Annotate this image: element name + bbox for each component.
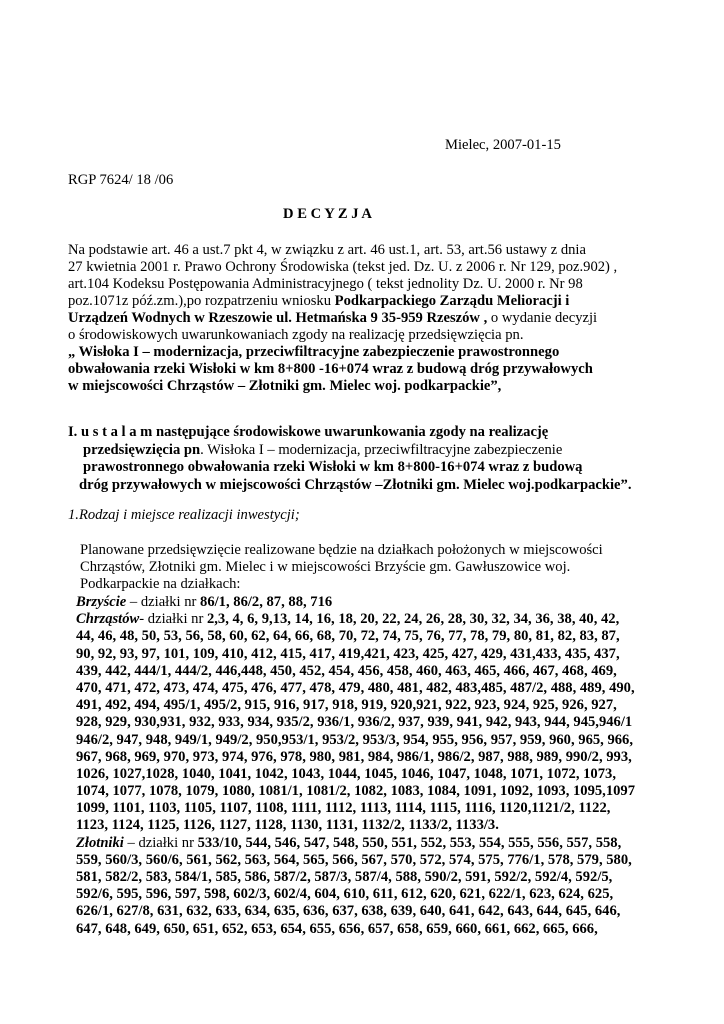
project-title-line: obwałowania rzeki Wisłoki w km 8+800 -16+074 wraz z budową dróg przywałowych xyxy=(68,361,593,377)
location-line: Planowane przedsięwzięcie realizowane będzie na działkach położonych w miejscowości xyxy=(80,542,603,558)
locality-name: Brzyście xyxy=(76,594,127,610)
section-one-keyword: I. u s t a l a m xyxy=(68,424,153,440)
section-one-text: dróg przywałowych w miejscowości Chrząstów –Złotniki gm. Mielec woj.podkarpackie”. xyxy=(79,476,632,493)
lots-label: – działki nr xyxy=(123,834,198,851)
section-one-text: przedsięwzięcia pn xyxy=(83,441,201,458)
intro-line: art.104 Kodeksu Postępowania Administracyjnego ( tekst jednolity Dz. U. 2000 r. Nr 98 xyxy=(68,276,583,292)
lots-zlotniki xyxy=(76,835,635,852)
lot-numbers-line: 647, 648, 649, 650, 651, 652, 653, 654, 655, 656, 657, 658, 659, 660, 661, 662, 665, 666, xyxy=(76,920,598,937)
lots-chrzastow xyxy=(76,611,635,628)
lot-numbers: 533/10, 544, 546, 547, 548, 550, 551, 552, 553, 554, 555, 556, 557, 558, xyxy=(197,834,622,851)
lot-numbers-line: 626/1, 627/8, 631, 632, 633, 634, 635, 636, 637, 638, 639, 640, 641, 642, 643, 644, 645, 646, xyxy=(76,903,621,920)
lot-numbers-line: 581, 582/2, 583, 584/1, 585, 586, 587/2, 587/3, 587/4, 588, 590/2, 591, 592/2, 592/4, 592/5, xyxy=(76,869,613,885)
lots-label: – działki nr xyxy=(126,594,201,610)
document-title: D E C Y Z J A xyxy=(283,206,372,222)
reference-number: RGP 7624/ 18 /06 xyxy=(68,172,174,188)
section-one-line xyxy=(68,442,631,460)
lot-numbers-line: 946/2, 947, 948, 949/1, 949/2, 950,953/1, 953/2, 953/3, 954, 955, 956, 957, 959, 960, 965, 966, xyxy=(76,731,633,748)
intro-line: Na podstawie art. 46 a ust.7 pkt 4, w związku z art. 46 ust.1, art. 53, art.56 ustawy z dnia xyxy=(68,242,586,258)
intro-text: poz.1071z póź.zm.),po rozpatrzeniu wniosku xyxy=(68,293,335,309)
section-one-line xyxy=(68,459,631,477)
intro-line: o środowiskowych uwarunkowaniach zgody na realizację przedsięwzięcia pn. xyxy=(68,327,524,343)
location-line: Chrząstów, Złotniki gm. Mielec i w miejscowości Brzyście gm. Gawłuszowice woj. xyxy=(80,559,571,576)
section-one-text: następujące środowiskowe uwarunkowania zgody na realizację xyxy=(152,424,549,440)
applicant-name: Podkarpackiego Zarządu Melioracji i xyxy=(334,293,570,309)
location-paragraph xyxy=(80,542,603,594)
lots-label: - działki nr xyxy=(139,611,207,628)
lot-numbers-line: 928, 929, 930,931, 932, 933, 934, 935/2, 936/1, 936/2, 937, 939, 941, 942, 943, 944, 945,946/1 xyxy=(76,714,633,731)
lot-numbers-line: 470, 471, 472, 473, 474, 475, 476, 477, 478, 479, 480, 481, 482, 483,485, 487/2, 488, 489, 490, xyxy=(76,679,635,696)
project-title-line: „ Wisłoka I – modernizacja, przeciwfiltracyjne zabezpieczenie prawostronnego xyxy=(68,344,560,360)
project-title-line: w miejscowości Chrząstów – Złotniki gm. Mielec woj. podkarpackie”, xyxy=(68,378,502,394)
location-line: Podkarpackie na działkach: xyxy=(80,576,241,593)
lot-numbers-line: 44, 46, 48, 50, 53, 56, 58, 60, 62, 64, 66, 68, 70, 72, 74, 75, 76, 77, 78, 79, 80, 81, 82, 83, 87, xyxy=(76,628,620,645)
place-date: Mielec, 2007-01-15 xyxy=(445,137,561,153)
intro-line: 27 kwietnia 2001 r. Prawo Ochrony Środowiska (tekst jed. Dz. U. z 2006 r. Nr 129, poz.902) , xyxy=(68,259,618,275)
intro-paragraph xyxy=(68,242,668,395)
lot-numbers: 86/1, 86/2, 87, 88, 716 xyxy=(200,594,333,610)
lot-numbers-line: 491, 492, 494, 495/1, 495/2, 915, 916, 917, 918, 919, 920,921, 922, 923, 924, 925, 926, 927, xyxy=(76,697,617,714)
section-one xyxy=(68,424,631,494)
section-one-line xyxy=(68,424,631,442)
lot-numbers: 2,3, 4, 6, 9,13, 14, 16, 18, 20, 22, 24, 26, 28, 30, 32, 34, 36, 38, 40, 42, xyxy=(206,611,620,628)
section-one-text: . Wisłoka I – modernizacja, przeciwfiltracyjne zabezpieczenie xyxy=(200,441,563,458)
subheading: 1.Rodzaj i miejsce realizacji inwestycji; xyxy=(68,507,300,523)
lot-numbers-line: 559, 560/3, 560/6, 561, 562, 563, 564, 565, 566, 567, 570, 572, 574, 575, 776/1, 578, 579, 580, xyxy=(76,851,632,868)
lot-numbers-line: 1074, 1077, 1078, 1079, 1080, 1081/1, 1081/2, 1082, 1083, 1084, 1091, 1092, 1093, 1095,1097 xyxy=(76,783,636,800)
lot-numbers-line: 1099, 1101, 1103, 1105, 1107, 1108, 1111, 1112, 1113, 1114, 1115, 1116, 1120,1121/2, 1122, xyxy=(76,800,611,817)
locality-name: Złotniki xyxy=(76,834,124,851)
locality-name: Chrząstów xyxy=(76,611,140,628)
intro-line xyxy=(68,310,668,327)
lot-numbers-line: 967, 968, 969, 970, 973, 974, 976, 978, 980, 981, 984, 986/1, 986/2, 987, 988, 989, 990/2, 993, xyxy=(76,748,632,765)
lot-numbers-line: 1026, 1027,1028, 1040, 1041, 1042, 1043, 1044, 1045, 1046, 1047, 1048, 1071, 1072, 1073, xyxy=(76,765,616,782)
applicant-address: Urządzeń Wodnych w Rzeszowie ul. Hetmańska 9 35-959 Rzeszów , xyxy=(68,310,488,326)
lot-numbers-line: 592/6, 595, 596, 597, 598, 602/3, 602/4, 604, 610, 611, 612, 620, 621, 622/1, 623, 624, 625, xyxy=(76,886,614,903)
intro-text: o wydanie decyzji xyxy=(487,310,598,326)
section-one-text: prawostronnego obwałowania rzeki Wisłoki w km 8+800-16+074 wraz z budową xyxy=(83,459,583,475)
lot-numbers-line: 1123, 1124, 1125, 1126, 1127, 1128, 1130, 1131, 1132/2, 1133/2, 1133/3. xyxy=(76,817,499,834)
lot-numbers-line: 439, 442, 444/1, 444/2, 446,448, 450, 452, 454, 456, 458, 460, 463, 465, 466, 467, 468, 469, xyxy=(76,662,617,679)
lots-list xyxy=(76,594,635,938)
lots-brzyscie xyxy=(76,594,635,611)
intro-line xyxy=(68,293,668,310)
section-one-line xyxy=(68,477,631,495)
lot-numbers-line: 90, 92, 93, 97, 101, 109, 410, 412, 415, 417, 419,421, 423, 425, 427, 429, 431,433, 435, 437, xyxy=(76,645,620,662)
